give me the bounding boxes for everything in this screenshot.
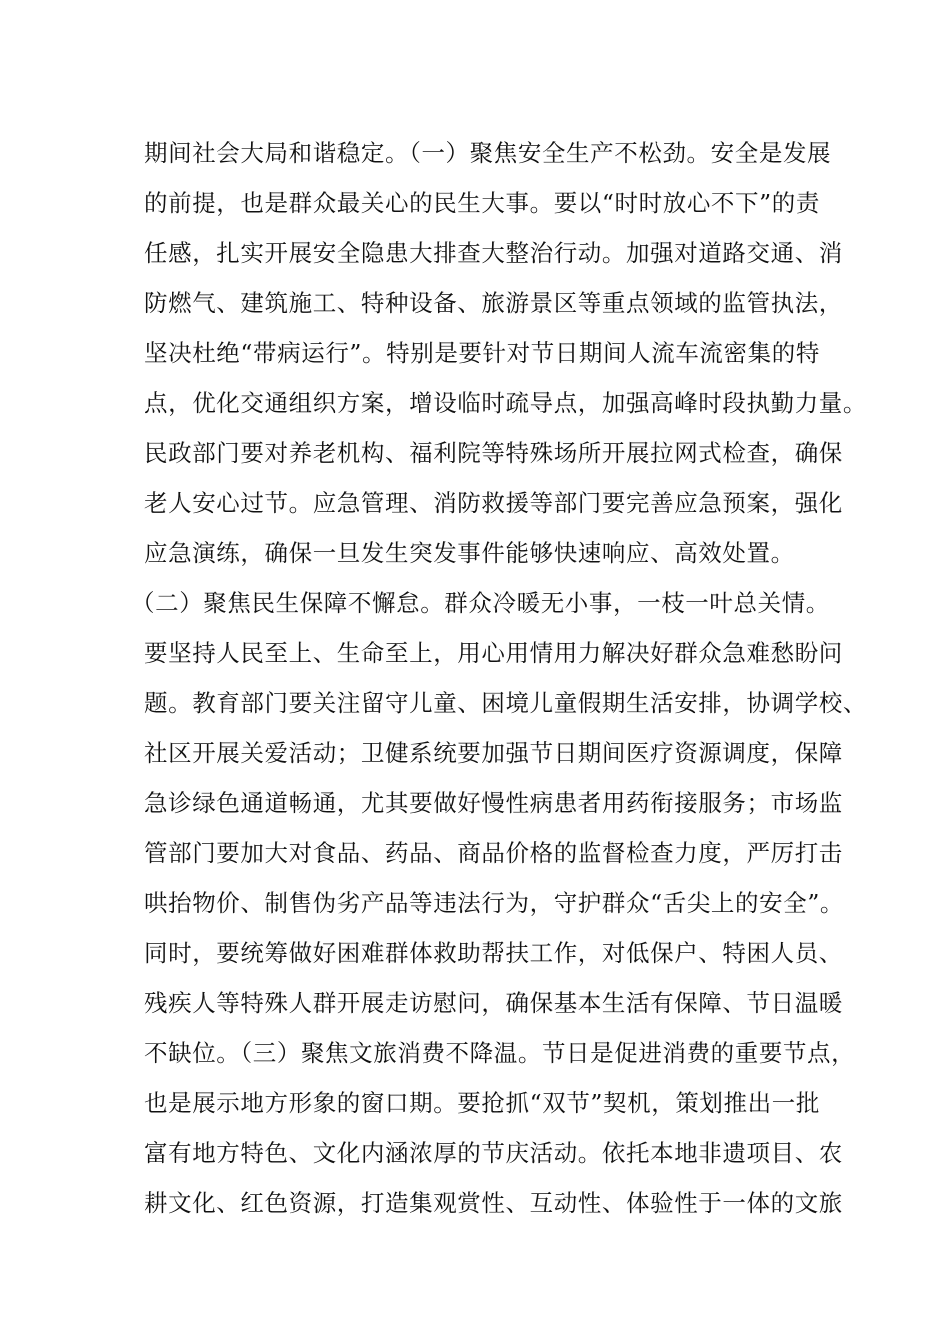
text-line: 民政部门要对养老机构、福利院等特殊场所开展拉网式检查，确保	[144, 439, 843, 467]
text-line: （二）聚焦民生保障不懈怠。群众冷暖无小事，一枝一叶总关情。	[131, 589, 830, 617]
text-line: 社区开展关爱活动；卫健系统要加强节日期间医疗资源调度，保障	[144, 739, 843, 767]
text-line: 耕文化、红色资源，打造集观赏性、互动性、体验性于一体的文旅	[144, 1189, 843, 1217]
text-line: 管部门要加大对食品、药品、商品价格的监督检查力度，严厉打击	[144, 839, 843, 867]
text-line: 防燃气、建筑施工、特种设备、旅游景区等重点领域的监管执法，	[144, 289, 843, 317]
text-line: 点，优化交通组织方案，增设临时疏导点，加强高峰时段执勤力量。	[144, 389, 867, 417]
text-line: 期间社会大局和谐稳定。（一）聚焦安全生产不松劲。安全是发展	[144, 139, 832, 167]
text-line: 哄抬物价、制售伪劣产品等违法行为，守护群众“舌尖上的安全”。	[144, 889, 845, 917]
text-line: 任感，扎实开展安全隐患大排查大整治行动。加强对道路交通、消	[144, 239, 843, 267]
text-line: 残疾人等特殊人群开展走访慰问，确保基本生活有保障、节日温暖	[144, 989, 843, 1017]
text-line: 同时，要统筹做好困难群体救助帮扶工作，对低保户、特困人员、	[144, 939, 843, 967]
text-line: 应急演练，确保一旦发生突发事件能够快速响应、高效处置。	[144, 539, 795, 567]
text-line: 也是展示地方形象的窗口期。要抢抓“双节”契机，策划推出一批	[144, 1089, 820, 1117]
body-text	[131, 128, 867, 1228]
text-line: 题。教育部门要关注留守儿童、困境儿童假期生活安排，协调学校、	[144, 689, 867, 717]
text-line: 老人安心过节。应急管理、消防救援等部门要完善应急预案，强化	[144, 489, 843, 517]
text-line: 坚决杜绝“带病运行”。特别是要针对节日期间人流车流密集的特	[144, 339, 820, 367]
text-line: 要坚持人民至上、生命至上，用心用情用力解决好群众急难愁盼问	[144, 639, 843, 667]
text-line: 富有地方特色、文化内涵浓厚的节庆活动。依托本地非遗项目、农	[144, 1139, 843, 1167]
text-line: 不缺位。（三）聚焦文旅消费不降温。节日是促进消费的重要节点，	[144, 1039, 856, 1067]
text-line: 的前提，也是群众最关心的民生大事。要以“时时放心不下”的责	[144, 189, 820, 217]
text-line: 急诊绿色通道畅通，尤其要做好慢性病患者用药衔接服务；市场监	[144, 789, 843, 817]
